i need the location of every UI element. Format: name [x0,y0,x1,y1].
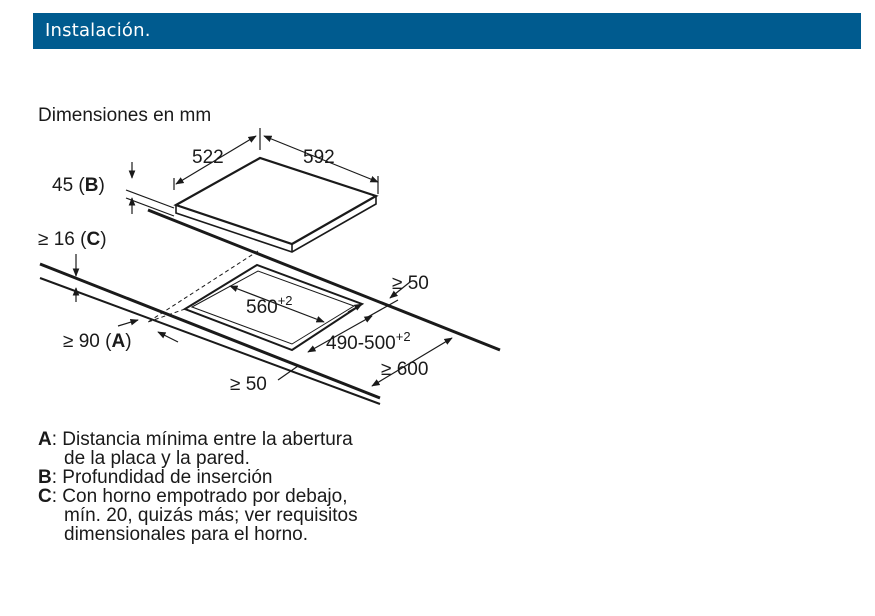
dim-16-c: ≥ 16 (C) [38,229,107,250]
legend [38,430,358,544]
dim-490-500: $490-500^{+2}$ [326,329,411,354]
legend-text: de la placa y la pared. [64,448,250,469]
top-dimensions [126,128,378,216]
dim-90-a: ≥ 90 (A) [63,331,132,352]
dim-522: 522 [192,147,224,168]
hob-outline [176,158,376,252]
legend-text: mín. 20, quizás más; ver requisitos [64,505,358,526]
dim-592: 592 [303,147,335,168]
legend-text: dimensionales para el horno. [64,524,308,545]
legend-text: : Con horno empotrado por debajo, [51,486,348,507]
legend-item-b [38,468,358,487]
legend-item-c [38,487,358,544]
diagram-title: Dimensiones en mm [38,105,212,126]
dim-560: $560^{+2}$ [246,293,293,318]
dim-bottom-50: ≥ 50 [230,374,267,395]
dim-600: ≥ 600 [381,359,429,380]
page-title: Instalación. [45,20,151,41]
dim-right-50: ≥ 50 [392,273,429,294]
legend-text: : Distancia mínima entre la abertura [51,429,353,450]
legend-key: C [38,486,52,507]
dim-45-b: 45 (B) [52,175,105,196]
legend-key: B [38,467,52,488]
legend-key: A [38,429,52,450]
legend-item-a [38,430,358,468]
legend-text: : Profundidad de inserción [51,467,273,488]
